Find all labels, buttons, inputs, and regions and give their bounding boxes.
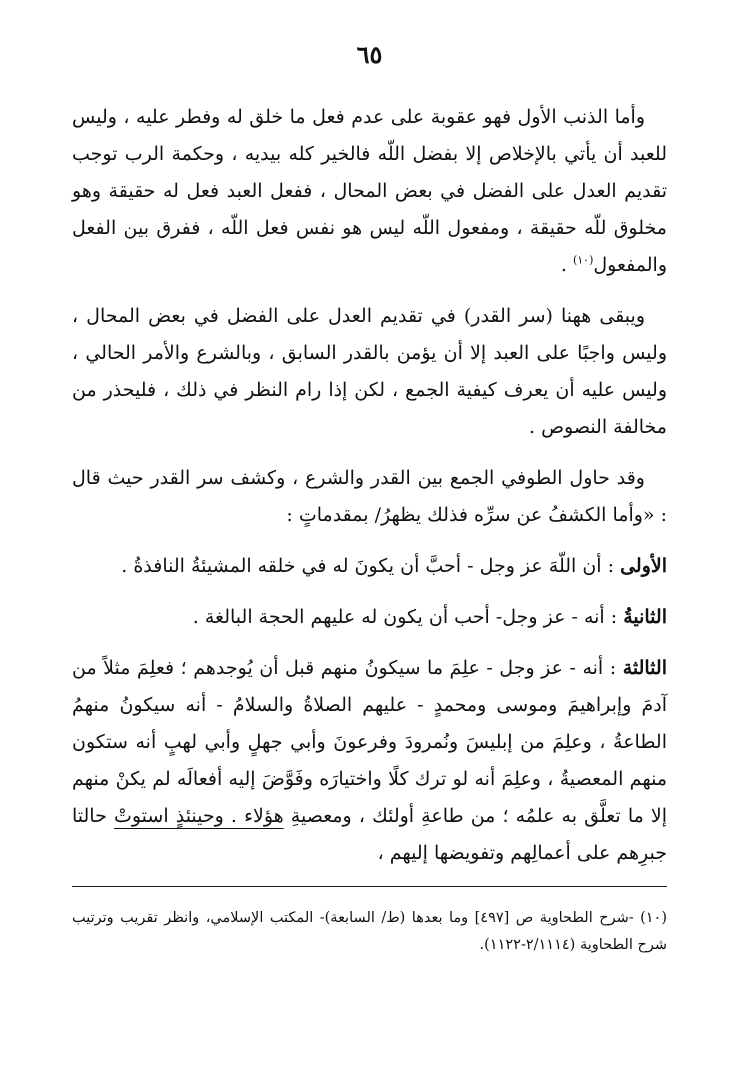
- premise-2: [72, 599, 667, 636]
- footnote-reference: (١٠): [572, 253, 594, 267]
- paragraph-1-text: وأما الذنب الأول فهو عقوبة على عدم فعل ما خلق له وفطر عليه ، وليس للعبد أن يأتي بالإخلاص إلا بفضل اللّه فالخير كله بيديه ، وحكمة الرب توجب تقديم العدل على الفضل في بعض المحال ، ففعل العبد فعل له حقيقة وهو مخلوق للّه حقيقة ، ومفعول اللّه ليس هو نفس فعل اللّه ، ففرق بين الفعل والمفعول: [72, 106, 667, 276]
- premise-1-heading: الأولى: [620, 555, 667, 577]
- underlined-phrase: هؤلاء . وحينئذٍ استوتْ: [113, 805, 284, 827]
- premise-1-text: : أن اللّهَ عز وجل - أحبَّ أن يكونَ له في خلقه المشيئةُ النافذةُ .: [121, 555, 621, 577]
- footnote-separator: [72, 886, 667, 887]
- premise-3: [72, 650, 667, 872]
- paragraph-1-end: .: [560, 254, 573, 276]
- premise-1: [72, 548, 667, 585]
- paragraph-1: [72, 99, 667, 284]
- premise-2-heading: الثانيةُ: [623, 606, 667, 628]
- paragraph-3: وقد حاول الطوفي الجمع بين القدر والشرع ، وكشف سر القدر حيث قال : «وأما الكشفُ عن سرِّه فذلك يظهرُ/ بمقدماتٍ :: [72, 467, 667, 526]
- footnote: (١٠) -شرح الطحاوية ص [٤٩٧] وما بعدها (ط/ السابعة)- المكتب الإسلامي، وانظر تقريب وترتيب شرح الطحاوية (٢/١١١٤-١١٢٢).: [72, 910, 667, 953]
- paragraph-2: ويبقى ههنا (سر القدر) في تقديم العدل على الفضل في بعض المحال ، وليس واجبًا على العبد إلا أن يؤمن بالقدر السابق ، وبالشرع والأمر الحالي ، وليس عليه أن يعرف كيفية الجمع ، لكن إذا رام النظر في ذلك ، فليحذر من مخالفة النصوص .: [72, 305, 667, 438]
- premise-3-end: حالتا جبرِهم على أعمالِهم وتفويضها إليهم ،: [72, 805, 667, 864]
- page-number: ٦٥: [356, 40, 383, 69]
- premise-3-heading: الثالثة: [622, 657, 667, 679]
- premise-2-text: : أنه - عز وجل- أحب أن يكون له عليهم الحجة البالغة .: [192, 606, 624, 628]
- premise-3-text: : أنه - عز وجل - علِمَ ما سيكونُ منهم قبل أن يُوجدهم ؛ فعلِمَ مثلاً من آدمَ وإبراهيمَ وموسى ومحمدٍ - عليهم الصلاةُ والسلامُ - أنه سيكونُ منهمُ الطاعةُ ، وعلِمَ من إبليسَ ونُمرودَ وفرعونَ وأبي جهلٍ وأبي لهبٍ أنه ستكون منهم المعصيةُ ، وعلِمَ أنه لو ترك كلًا واختيارَه وفَوَّضَ إليه أفعالَه لم يكنْ منهم إلا ما تعلَّق به علمُه ؛ من طاعةِ أولئك ، ومعصيةِ: [72, 657, 668, 827]
